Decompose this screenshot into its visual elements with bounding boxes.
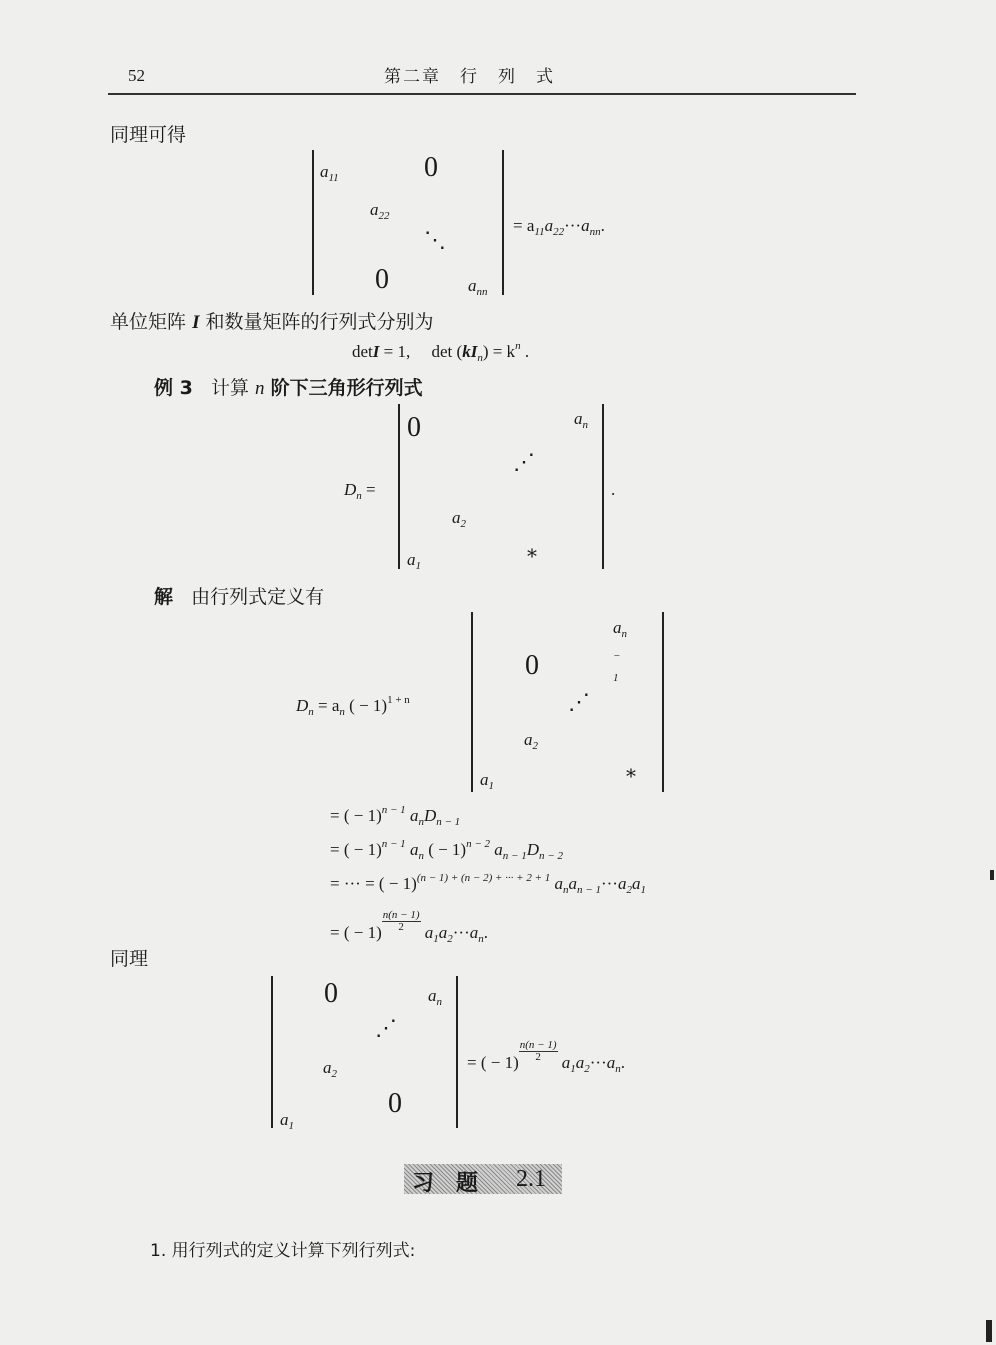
entry-a1: $a_1$ [280,1110,294,1132]
star-symbol: * [527,544,537,568]
scan-mark [990,870,994,880]
entry-a11: $a_{11}$ [320,162,339,184]
entry-a2: $a_2$ [323,1058,337,1080]
chapter-title: 第二章 行 列 式 [384,67,555,87]
period: . [611,480,616,499]
fraction-exponent: $\frac{n(n - 1)}{2}$ [382,909,420,933]
antidiagonal-dots: ⋰ [375,1016,397,1041]
zero-label: 0 [424,152,438,183]
page-number: 52 [128,66,145,85]
det-left-bar [398,404,400,569]
entry-an: $a_n$ [574,409,588,431]
zero-label: 0 [375,264,389,295]
derivation-step: = ( − 1) $\frac{n(n - 1)}{2}$ $a_1a_2\cdot\cdot\cdot a_n$. [330,909,488,945]
antidiagonal-dots: ⋰ [513,450,535,475]
det-left-bar [471,612,473,792]
det-right-bar [456,976,458,1128]
exercise-banner [404,1164,562,1194]
entry-a2: $a_2$ [452,508,466,530]
fraction-exponent: $\frac{n(n - 1)}{2}$ [519,1039,557,1063]
derivation-step: = ··· = ( − 1)$^{(n - 1) + (n - 2) + \cdot\cdot\cdot + 2 + 1}$ $a_na_{n - 1}\cdot\cdot\cdot a_2a_1$ [330,872,646,896]
det-right-bar [602,404,604,569]
det-result: = $a_{11}a_{22}\cdot\cdot\cdot a_{nn}$. [513,216,605,238]
zero-label: 0 [525,650,539,681]
entry-a1: $a_1$ [407,550,421,572]
solution-heading: 解 由行列式定义有 [154,586,325,608]
star-symbol: * [626,764,636,788]
zero-label: 0 [407,412,421,443]
example-heading: 例 3 计算 n 阶下三角形行列式 [154,377,423,399]
entry-a1: $a_1$ [480,770,494,792]
zero-label: 0 [324,978,338,1009]
entry-a2: $a_2$ [524,730,538,752]
entry-an-1: $a_{n - 1}$ [613,618,627,684]
entry-ann: $a_{nn}$ [468,276,488,298]
det-right-bar [502,150,504,295]
entry-an: $a_n$ [428,986,442,1008]
exercise-banner-title: 习 题 [412,1171,479,1196]
derivation-step: = ( − 1)$^{n - 1}$ $a_n$ ( − 1)$^{n - 2}$ $a_{n - 1}D_{n - 2}$ [330,838,563,862]
det-left-bar [312,150,314,295]
derivation-step: = ( − 1)$^{n - 1}$ $a_nD_{n - 1}$ [330,804,461,828]
text-paragraph: 同理可得 [110,124,187,146]
text-paragraph: 单位矩阵 I 和数量矩阵的行列式分别为 [110,311,434,333]
antidiagonal-dots: ⋰ [568,690,590,715]
det-left-bar [271,976,273,1128]
text-paragraph: 同理 [110,948,149,970]
diagonal-dots: ⋱ [424,228,446,253]
scan-mark [986,1320,992,1342]
identity-formula: detI = 1, $\det (kI_n) = k^n$ . [352,340,530,364]
header-rule [108,93,856,95]
exercise-banner-number: 2.1 [516,1166,546,1192]
det-right-bar [662,612,664,792]
det-lhs: $D_n$ = [344,480,376,502]
entry-a22: $a_{22}$ [370,200,390,222]
exercise-item: 1. 用行列式的定义计算下列行列式: [150,1241,416,1261]
det-result: = ( − 1) $\frac{n(n - 1)}{2}$ $a_1a_2\cdot\cdot\cdot a_n$. [467,1039,625,1075]
zero-label: 0 [388,1088,402,1119]
det-lhs: $D_n = a_n$ ( − 1)$^{1 + n}$ [296,694,410,718]
